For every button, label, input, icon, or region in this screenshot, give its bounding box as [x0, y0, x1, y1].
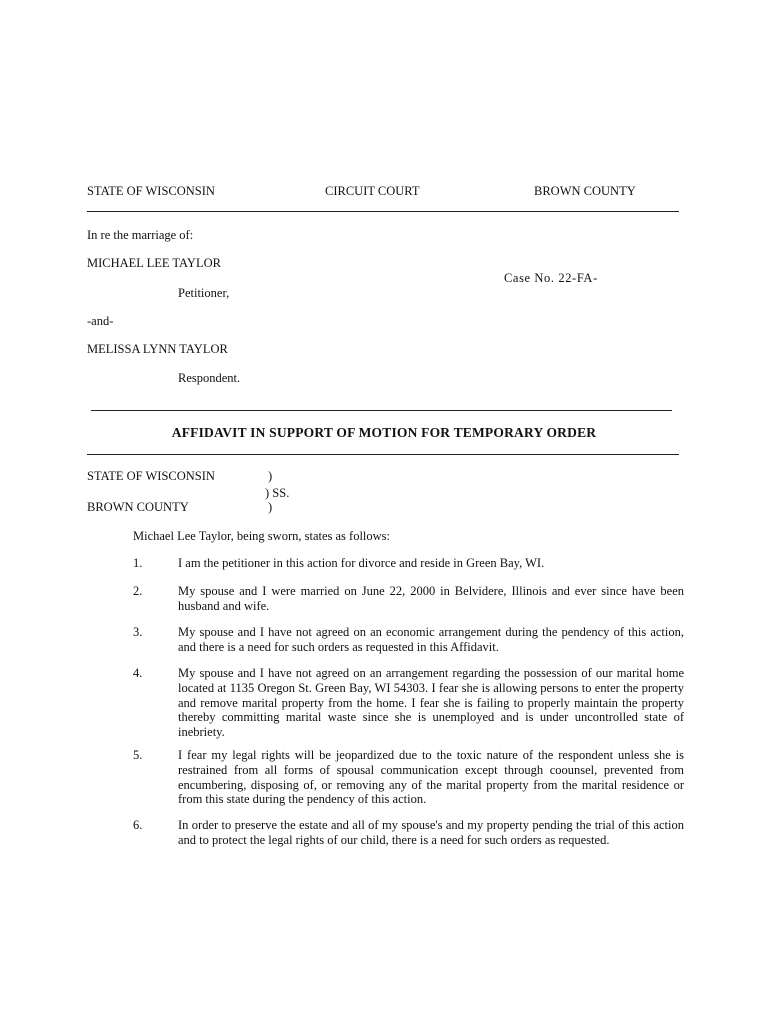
venue-state: STATE OF WISCONSIN	[87, 469, 215, 483]
caption-in-re: In re the marriage of:	[87, 228, 194, 242]
paragraph-number: 2.	[133, 584, 143, 598]
header-divider	[87, 211, 679, 212]
paragraph-text: In order to preserve the estate and all of my spouse's and my property pending the trial of this action and to protect the legal rights of our child, there is a need for such orders as requested.	[178, 818, 684, 847]
petitioner-name: MICHAEL LEE TAYLOR	[87, 256, 221, 270]
header-county: BROWN COUNTY	[534, 184, 636, 198]
paragraph-text: I am the petitioner in this action for divorce and reside in Green Bay, WI.	[178, 556, 545, 570]
petitioner-label: Petitioner,	[178, 286, 230, 300]
paragraph-number: 6.	[133, 818, 143, 832]
venue-ss: ) SS.	[265, 486, 290, 500]
title-divider-bottom	[87, 454, 679, 455]
affidavit-intro: Michael Lee Taylor, being sworn, states as follows:	[133, 529, 391, 543]
paragraph-number: 5.	[133, 748, 143, 762]
venue-paren-top: )	[268, 469, 273, 483]
paragraph-text: My spouse and I have not agreed on an arrangement regarding the possession of our marital home located at 1135 Oregon St. Green Bay, WI 54303. I fear she is allowing persons to enter the property and remove marital property from the home. I fear she is failing to properly maintain the property thereby committing marital waste since she is unemployed and is under uncontrolled state of inebriety.	[178, 666, 684, 740]
paragraph-number: 3.	[133, 625, 143, 639]
paragraph-number: 4.	[133, 666, 143, 680]
paragraph-text: My spouse and I were married on June 22, 2000 in Belvidere, Illinois and ever since have been husband and wife.	[178, 584, 684, 613]
header-state: STATE OF WISCONSIN	[87, 184, 215, 198]
venue-paren-bottom: )	[268, 500, 273, 514]
venue-county: BROWN COUNTY	[87, 500, 189, 514]
caption-and: -and-	[87, 314, 114, 328]
paragraph-text: My spouse and I have not agreed on an economic arrangement during the pendency of this action, and there is a need for such orders as requested in this Affidavit.	[178, 625, 684, 654]
case-number: Case No. 22-FA-	[504, 271, 598, 285]
respondent-label: Respondent.	[178, 371, 241, 385]
document-title: AFFIDAVIT IN SUPPORT OF MOTION FOR TEMPORARY ORDER	[171, 425, 597, 440]
title-divider-top	[91, 410, 672, 411]
paragraph-number: 1.	[133, 556, 143, 570]
paragraph-text: I fear my legal rights will be jeopardized due to the toxic nature of the respondent unless she is restrained from all forms of spousal communication except through coounsel, prevented from encumbering, disposing of, or removing any of the marital property from the marital residence or from this state during the pendency of this action.	[178, 748, 684, 807]
respondent-name: MELISSA LYNN TAYLOR	[87, 342, 228, 356]
header-court: CIRCUIT COURT	[325, 184, 420, 198]
